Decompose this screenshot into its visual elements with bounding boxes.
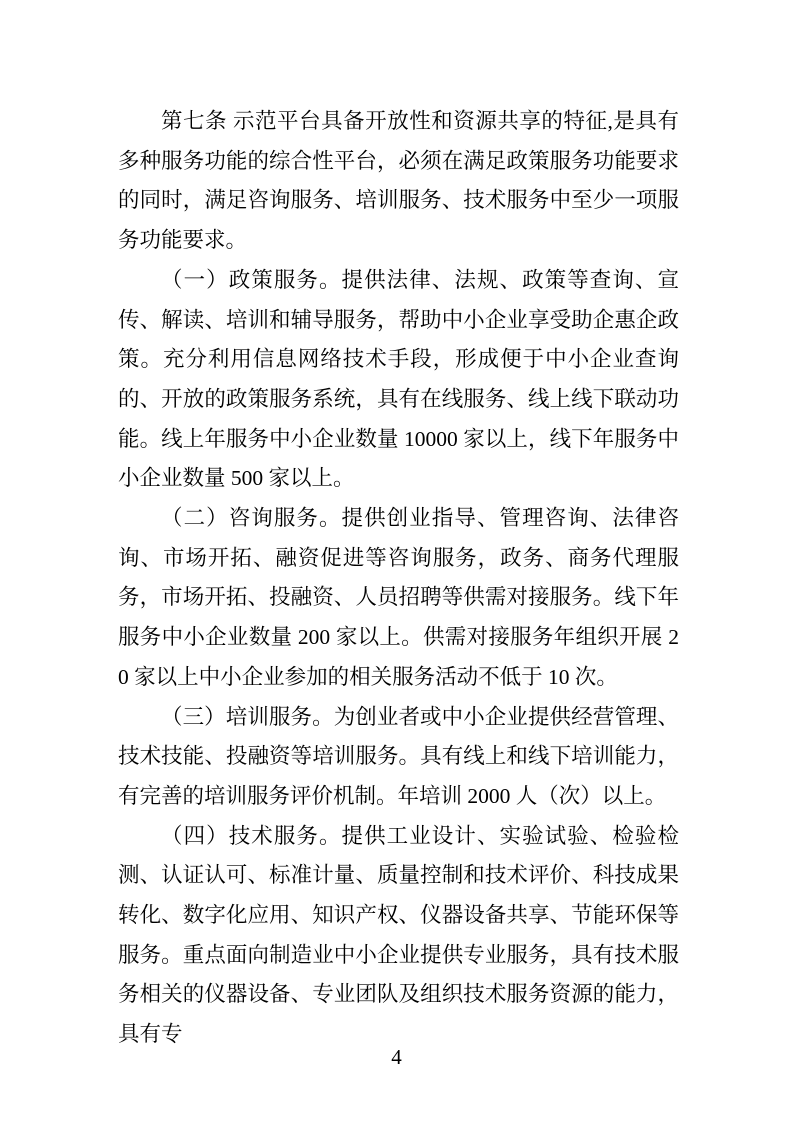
page-footer bbox=[0, 1044, 793, 1070]
page-number: 4 bbox=[391, 1045, 402, 1069]
body-paragraph: 第七条 示范平台具备开放性和资源共享的特征,是具有多种服务功能的综合性平台，必须在满足政策服务功能要求的同时，满足咨询服务、培训服务、技术服务中至少一项服务功能要求。 bbox=[118, 109, 679, 253]
body-paragraph: （一）政策服务。提供法律、法规、政策等查询、宣传、解读、培训和辅导服务，帮助中小企业享受助企惠企政策。充分利用信息网络技术手段，形成便于中小企业查询的、开放的政策服务系统，具有在线服务、线上线下联动功能。线上年服务中小企业数量 10000 家以上，线下年服务中小企业数量 500 家以上。 bbox=[118, 267, 679, 491]
body-paragraph: （三）培训服务。为创业者或中小企业提供经营管理、技术技能、投融资等培训服务。具有线上和线下培训能力，有完善的培训服务评价机制。年培训 2000 人（次）以上。 bbox=[118, 704, 679, 808]
document-body bbox=[118, 102, 679, 1055]
body-paragraph: （二）咨询服务。提供创业指导、管理咨询、法律咨询、市场开拓、融资促进等咨询服务，政务、商务代理服务，市场开拓、投融资、人员招聘等供需对接服务。线下年服务中小企业数量 200 家以上。供需对接服务年组织开展 20 家以上中小企业参加的相关服务活动不低于 10 次。 bbox=[118, 506, 679, 689]
body-paragraph: （四）技术服务。提供工业设计、实验试验、检验检测、认证认可、标准计量、质量控制和技术评价、科技成果转化、数字化应用、知识产权、仪器设备共享、节能环保等服务。重点面向制造业中小企业提供专业服务，具有技术服务相关的仪器设备、专业团队及组织技术服务资源的能力，具有专 bbox=[118, 823, 679, 1047]
